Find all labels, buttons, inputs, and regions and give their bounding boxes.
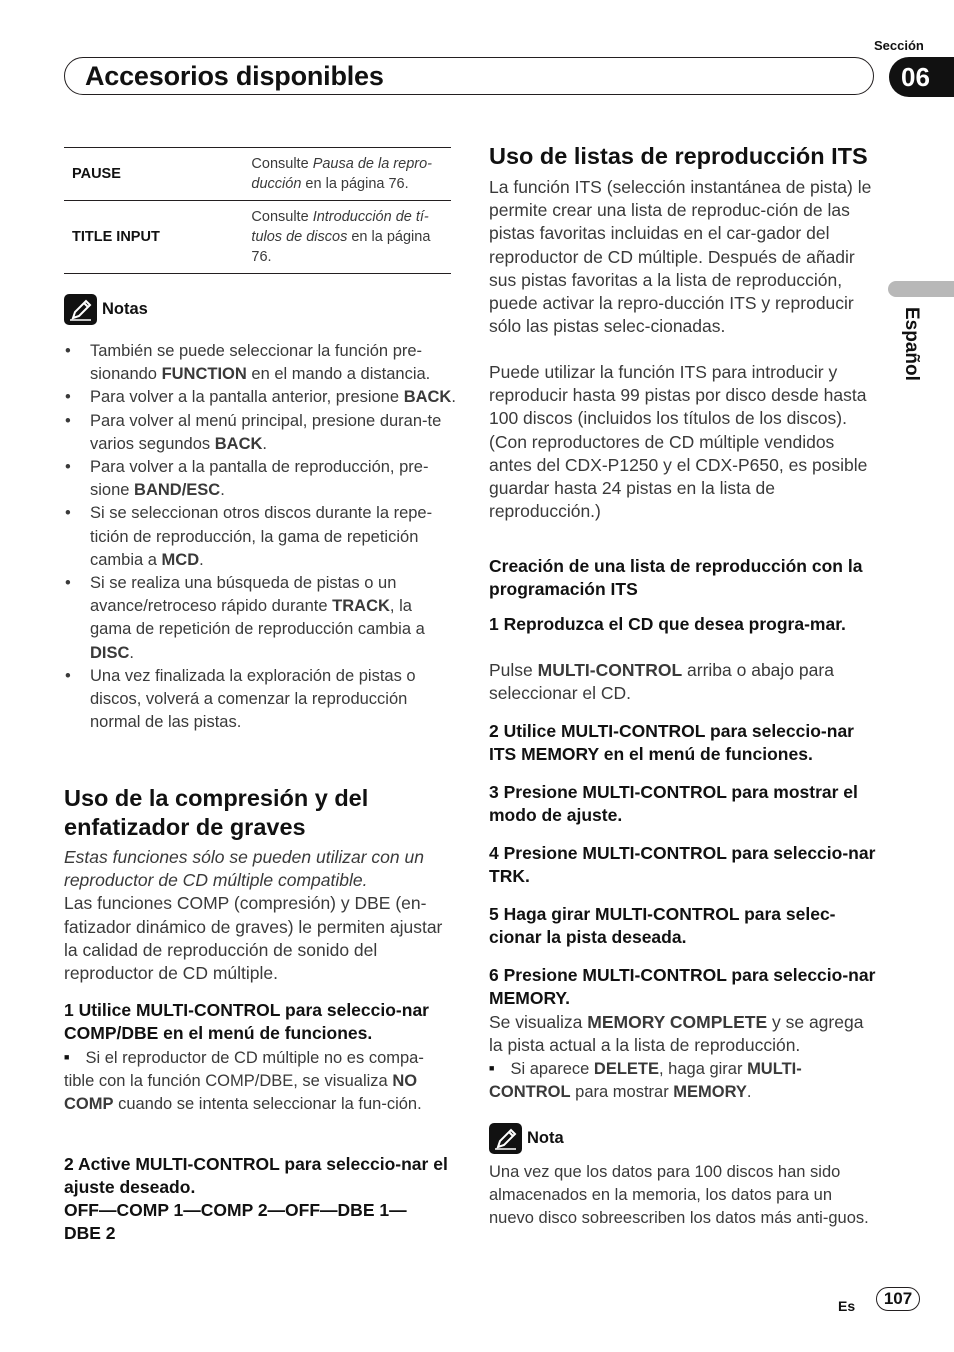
comp-step-1-note: ■ Si el reproductor de CD múltiple no es compa-tible con la función COMP/DBE, se visualiza NO COMP cuando se intenta seleccionar la fun-ción. [64,1046,454,1117]
ref-text: en la página 76. [251,229,431,265]
comp-step-2-sequence: OFF—COMP 1—COMP 2—OFF—DBE 1—DBE 2 [64,1200,407,1244]
its-paragraph-2: Puede utilizar la función ITS para introducir y reproducir hasta 99 pistas por disco desde hasta 100 discos (incluidos los títulos de los discos). (Con reproductores de CD múltiple vendidos antes del CDX-P1250 y el CDX-P650, es posible guardar hasta 24 pistas en la lista de reproducción.) [489,362,868,522]
its-note-title: Nota [527,1129,564,1147]
table-key: PAUSE [64,148,243,201]
ref-text: Consulte [251,209,313,225]
ref-text: Consulte [251,156,313,172]
comp-intro-text: Las funciones COMP (compresión) y DBE (en-fatizador dinámico de graves) le permiten ajustar la calidad de reproducción de sonido del reproductor de CD múltiple. [64,893,443,984]
table-key: TITLE INPUT [64,201,243,274]
its-note-heading [489,1123,564,1154]
table-row [64,201,451,274]
language-code: Es [838,1298,856,1314]
pencil-note-icon [489,1123,522,1154]
list-item: • Para volver a la pantalla de reproducción, pre-sione BAND/ESC. [64,456,456,502]
comp-section-heading: Uso de la compresión y del enfatizador de graves [64,785,369,840]
comp-intro-italic: Estas funciones sólo se pueden utilizar con un reproductor de CD múltiple compatible. [64,847,424,891]
section-label: Sección [874,38,924,53]
table-row [64,148,451,201]
its-step-6: 6 Presione MULTI-CONTROL para seleccio-nar MEMORY. [489,965,876,1009]
its-note-text: Una vez que los datos para 100 discos han sido almacenados en la memoria, los datos para un nuevo disco sobreescriben los datos más anti-guos. [489,1163,869,1228]
language-tab [882,307,942,397]
its-step-4: 4 Presione MULTI-CONTROL para seleccio-nar TRK. [489,843,876,887]
list-item: • Para volver a la pantalla anterior, presione BACK. [64,386,456,409]
function-reference-table [64,147,451,274]
list-item: • Para volver al menú principal, presione duran-te varios segundos BACK. [64,410,456,456]
ref-link-text: Introducción de tí-tulos de discos [251,209,429,245]
its-step-5: 5 Haga girar MULTI-CONTROL para selec-cionar la pista deseada. [489,904,836,948]
list-item: • También se puede seleccionar la función pre-sionando FUNCTION en el mando a distancia. [64,340,456,386]
its-paragraph-1: La función ITS (selección instantánea de pista) le permite crear una lista de reproduc-ción de las pistas favoritas incluidas en el car-gador del reproductor de CD múltiple. Después de añadir sus pistas favoritas a la lista de reproducción, puede activar la repro-ducción ITS y reproducir sólo las pistas selec-cionadas. [489,177,872,337]
list-item: • Si se seleccionan otros discos durante la repe-tición de reproducción, la gama de repetición cambia a MCD. [64,502,456,572]
comp-intro [64,846,449,985]
comp-step-2: 2 Active MULTI-CONTROL para seleccio-nar el ajuste deseado. [64,1154,448,1198]
its-step-3: 3 Presione MULTI-CONTROL para mostrar el modo de ajuste. [489,782,858,826]
comp-step-1: 1 Utilice MULTI-CONTROL para seleccio-nar COMP/DBE en el menú de funciones. [64,1000,429,1044]
square-bullet-icon [489,1060,510,1078]
list-item: • Una vez finalizada la exploración de pistas o discos, volverá a comenzar la reproducción normal de las pistas. [64,665,456,735]
ref-link-text: Pausa de la repro-ducción [251,156,432,192]
section-number-badge: 06 [889,57,954,97]
its-section-heading: Uso de listas de reproducción ITS [489,143,868,169]
ref-text: en la página 76. [301,176,409,192]
table-value [243,148,451,201]
its-step-2: 2 Utilice MULTI-CONTROL para seleccio-nar ITS MEMORY en el menú de funciones. [489,721,854,765]
table-value [243,201,451,274]
its-step-6-body: Se visualiza MEMORY COMPLETE y se agrega la pista actual a la lista de reproducción. [489,1012,864,1056]
notes-title: Notas [102,300,148,318]
pencil-note-icon [64,294,97,325]
page-number: 107 [876,1287,920,1311]
its-subheading: Creación de una lista de reproducción con la programación ITS [489,556,863,600]
square-bullet-icon [64,1049,85,1067]
its-step-1: 1 Reproduzca el CD que desea progra-mar. [489,614,846,634]
page-title: Accesorios disponibles [85,61,384,91]
list-item: • Si se realiza una búsqueda de pistas o un avance/retroceso rápido durante TRACK, la gama de repetición de reproducción cambia a DISC. [64,572,456,665]
its-step-6-note: ■ Si aparece DELETE, haga girar MULTI-CONTROL para mostrar MEMORY. [489,1057,879,1104]
its-step-1-body: Pulse MULTI-CONTROL arriba o abajo para seleccionar el CD. [489,660,834,704]
notes-list [64,340,456,734]
language-tab-label: Español [901,307,922,381]
notes-heading [64,294,148,325]
language-tab-marker [888,281,954,297]
